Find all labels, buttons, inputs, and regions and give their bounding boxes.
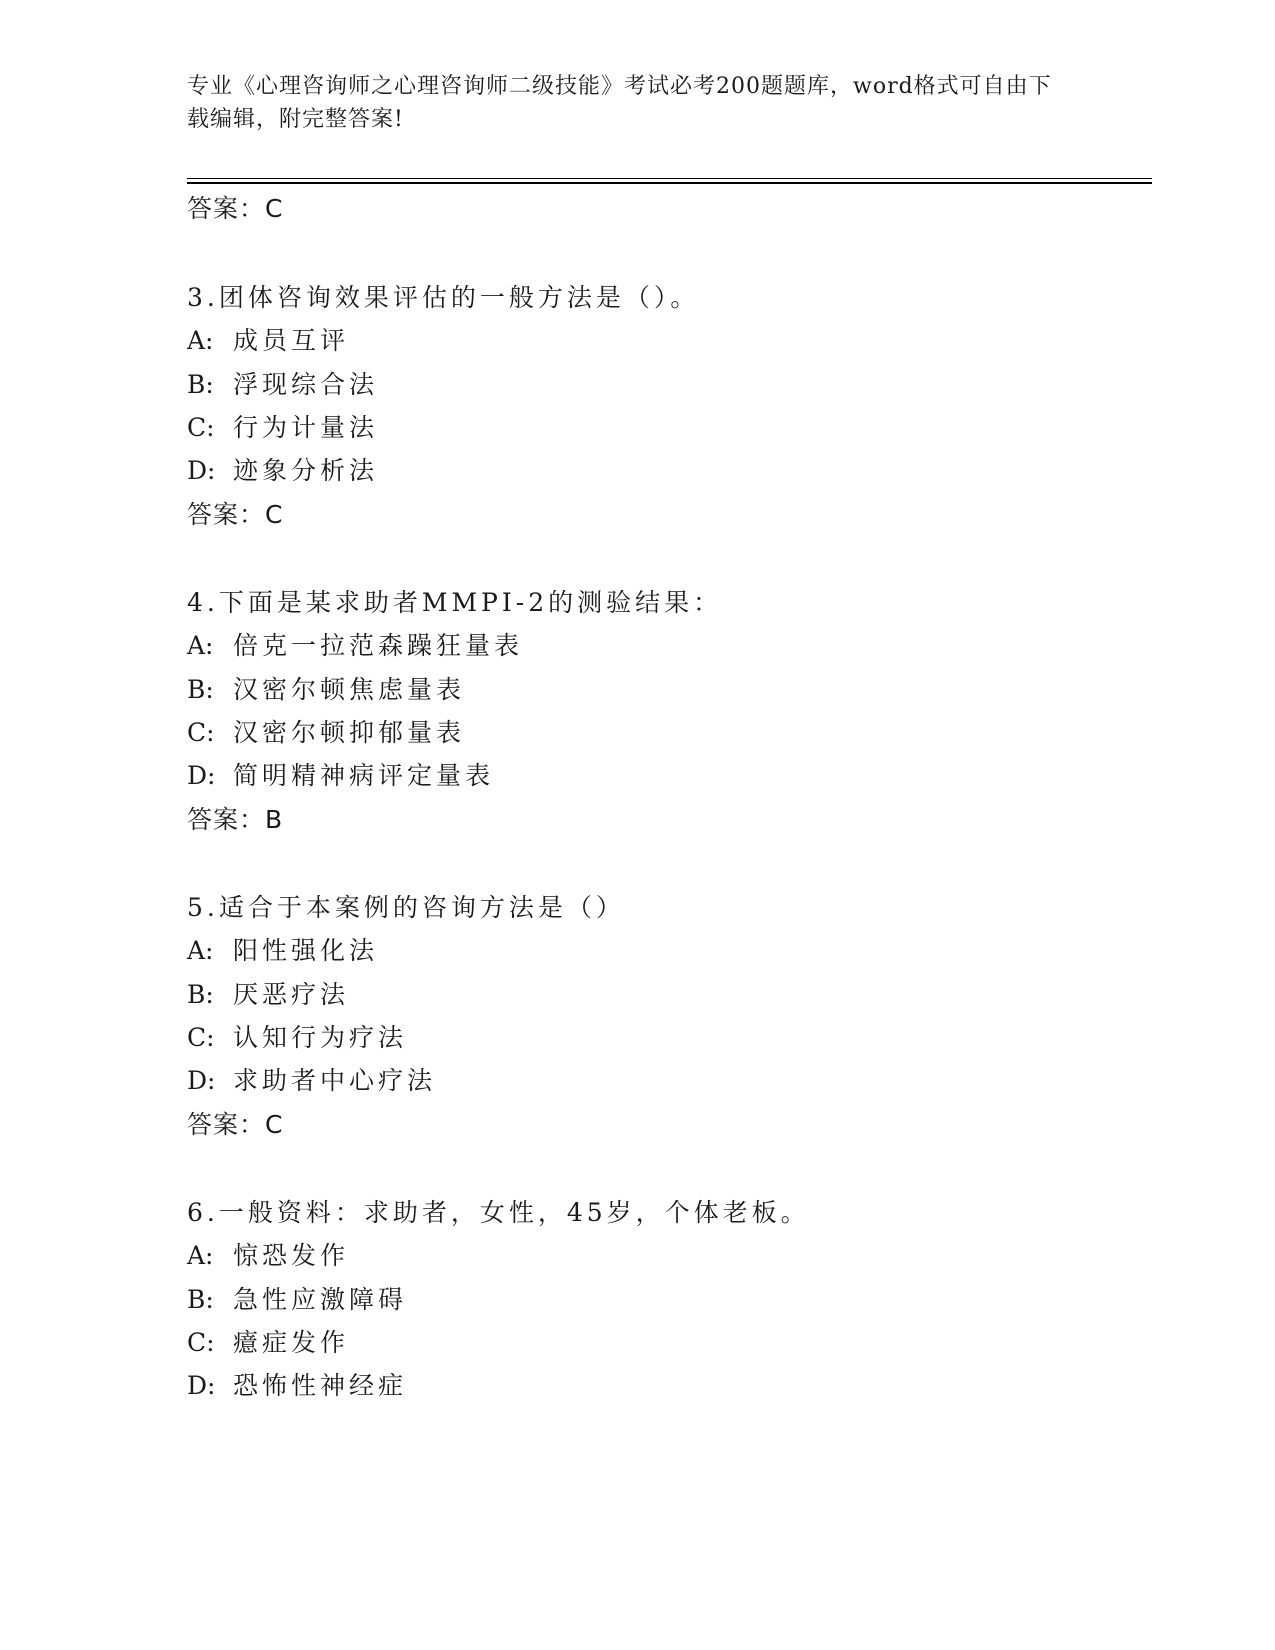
option-key: D:: [187, 1371, 216, 1400]
option-text: 急性应激障碍: [233, 1285, 408, 1314]
option-text: 阳性强化法: [233, 936, 379, 965]
option-key: B:: [187, 1285, 214, 1314]
option-text: 求助者中心疗法: [233, 1066, 437, 1095]
question-3-option-a: [187, 326, 349, 356]
option-key: A:: [187, 631, 214, 660]
option-text: 简明精神病评定量表: [233, 761, 495, 790]
question-4-stem: 4.下面是某求助者MMPI-2的测验结果：: [187, 588, 723, 617]
question-6-option-d: [187, 1371, 407, 1401]
option-key: D:: [187, 1066, 216, 1095]
question-6-stem: 6.一般资料：求助者，女性，45岁，个体老板。: [187, 1198, 810, 1227]
option-text: 癔症发作: [233, 1328, 350, 1357]
option-text: 浮现综合法: [233, 370, 379, 399]
option-key: D:: [187, 456, 216, 485]
option-key: A:: [187, 936, 214, 965]
header-rule-thick: [187, 182, 1152, 184]
header-rule-thin: [187, 178, 1152, 179]
question-4-option-b: [187, 675, 465, 705]
question-6-option-c: [187, 1328, 349, 1358]
answer-previous: 答案：C: [187, 194, 284, 223]
option-text: 汉密尔顿抑郁量表: [233, 718, 466, 747]
question-3-option-c: [187, 413, 378, 443]
option-text: 汉密尔顿焦虑量表: [233, 675, 466, 704]
option-text: 行为计量法: [233, 413, 379, 442]
question-4-answer: 答案：B: [187, 805, 284, 834]
option-text: 恐怖性神经症: [233, 1371, 408, 1400]
question-5-answer: 答案：C: [187, 1110, 284, 1139]
option-key: B:: [187, 370, 214, 399]
question-3-stem: 3.团体咨询效果评估的一般方法是（）。: [187, 283, 700, 312]
option-key: B:: [187, 675, 214, 704]
question-5-option-b: [187, 980, 349, 1010]
question-6-option-a: [187, 1241, 349, 1271]
question-5-option-a: [187, 936, 378, 966]
question-5-option-d: [187, 1066, 436, 1096]
option-text: 迹象分析法: [233, 456, 379, 485]
question-6-option-b: [187, 1285, 407, 1315]
question-3-option-d: [187, 456, 378, 486]
option-key: A:: [187, 1241, 214, 1270]
question-4-option-d: [187, 761, 494, 791]
option-key: B:: [187, 980, 214, 1009]
option-key: C:: [187, 718, 215, 747]
option-key: C:: [187, 1328, 215, 1357]
option-text: 惊恐发作: [233, 1241, 350, 1270]
question-3-answer: 答案：C: [187, 500, 284, 529]
document-header: 专业《心理咨询师之心理咨询师二级技能》考试必考200题题库，word格式可自由下载编辑，附完整答案!: [187, 74, 1052, 132]
option-text: 倍克一拉范森躁狂量表: [233, 631, 524, 660]
question-5-option-c: [187, 1023, 407, 1053]
option-text: 成员互评: [233, 326, 350, 355]
question-3-option-b: [187, 370, 378, 400]
question-4-option-c: [187, 718, 465, 748]
question-4-option-a: [187, 631, 523, 661]
question-5-stem: 5.适合于本案例的咨询方法是（）: [187, 893, 625, 922]
option-key: C:: [187, 413, 215, 442]
option-key: A:: [187, 326, 214, 355]
option-key: C:: [187, 1023, 215, 1052]
option-key: D:: [187, 761, 216, 790]
option-text: 厌恶疗法: [233, 980, 350, 1009]
option-text: 认知行为疗法: [233, 1023, 408, 1052]
